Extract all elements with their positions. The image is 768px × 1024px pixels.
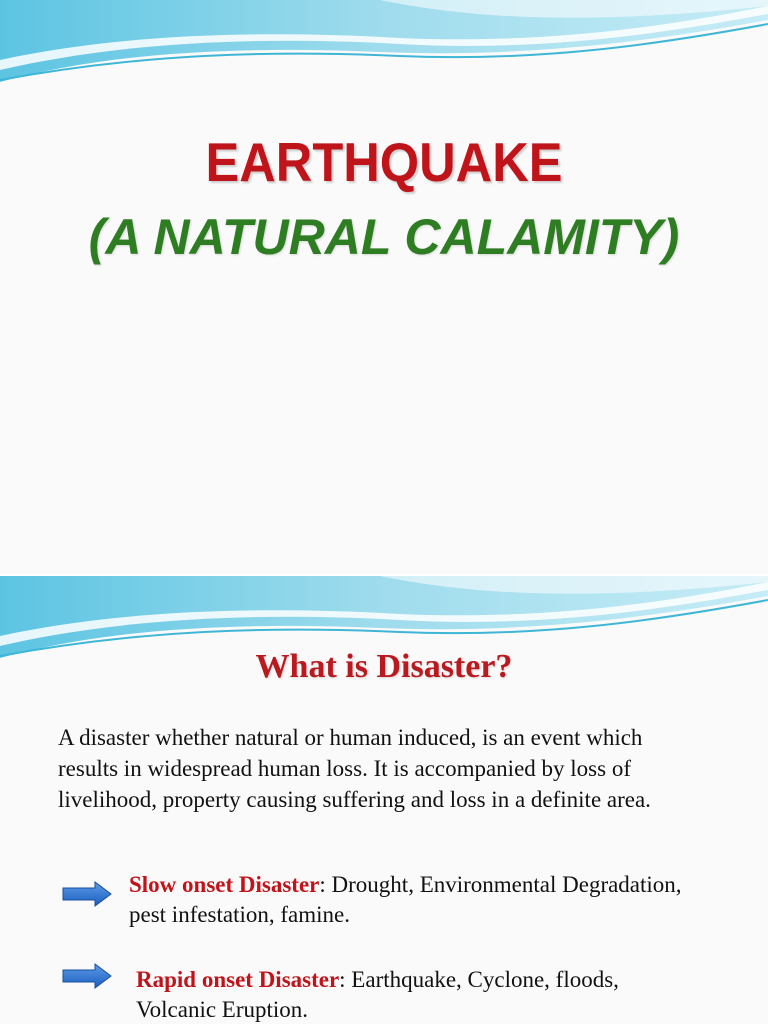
slide-subtitle: (A NATURAL CALAMITY) (88, 209, 680, 265)
right-arrow-icon (62, 881, 112, 907)
right-arrow-icon (62, 963, 112, 989)
slide-title-heading: EARTHQUAKE (205, 131, 563, 193)
bullet-rapid-onset (136, 965, 696, 1024)
bullet-term: Slow onset Disaster (129, 872, 320, 897)
bullet-text: : Drought, Environmental Degradation, pest infestation, famine. (129, 872, 682, 927)
bullet-text: : Earthquake, Cyclone, floods, Volcanic Eruption. (136, 967, 619, 1022)
wave-decoration-top (0, 0, 768, 90)
bullet-term: Rapid onset Disaster (136, 967, 340, 992)
bullet-slow-onset (129, 870, 689, 930)
section-heading: What is Disaster? (255, 648, 513, 685)
slide-definition (0, 576, 768, 1024)
definition-paragraph: A disaster whether natural or human induced, is an event which results in widespread human loss. It is accompanied by loss of livelihood, property causing suffering and loss in a definite area. (58, 725, 651, 812)
